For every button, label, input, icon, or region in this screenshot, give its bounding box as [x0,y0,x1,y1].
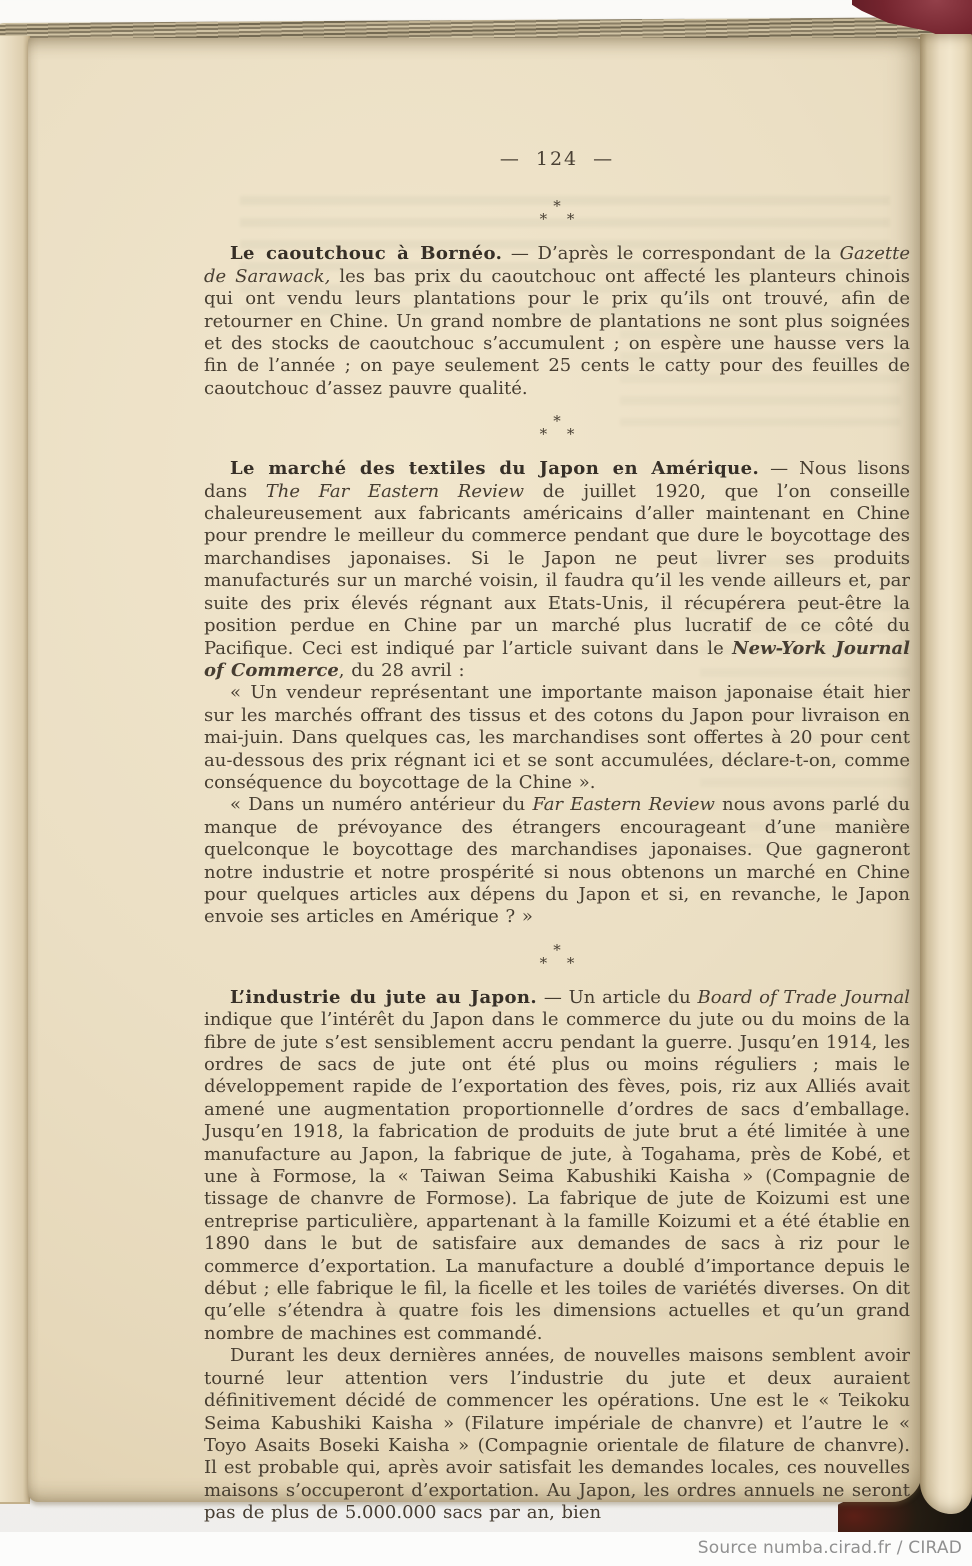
section-heading: Le caoutchouc à Bornéo. [230,243,503,265]
scanned-page [28,38,922,1524]
asterism-separator [204,197,910,229]
asterism-row: * * [539,210,575,229]
asterism-row: * [553,197,561,216]
paragraph: Durant les deux dernières années, de nouvelles maisons semblent avoir tourné leur attention vers l’industrie du jute et deux auraient définitivement décidé de commencer les opérations. Une est le « Teikoku Seima Kabushiki Kaisha » (Filature impériale de chanvre) et l’autre le « Toyo Asaits Boseki Kaisha » (Compagnie orientale de filature de chanvre). Il est probable qui, après avoir satisfait les demandes locales, ces nouvelles maisons s’occuperont d’exportation. Au Japon, les ordres annuels ne seront pas de plus de 5.000.000 sacs par an, bien [204,1345,910,1524]
journal-title: Far Eastern Review [532,794,715,816]
text-segment: nous avons parlé du manque de prévoyance des étrangers encourageant d’une manière quelconque le boycottage des marchandises japonaises. Que gagneront notre industrie et notre prospérité si nous obtenons un marché en Chine pour quelques articles aux dépens du Japon et si, en revanche, le Japon envoie ses articles en Amérique ? » [204,794,910,928]
journal-title: Gazette de Sarawack, [204,243,910,287]
text-segment: de juillet 1920, que l’on conseille chaleureusement aux fabricants américains d’aller maintenant en Chine pour prendre le meilleur du commerce pendant que dure le boycottage des marchandises japonaises. Si le Japon ne peut livrer ses produits manufacturés sur un marché voisin, il faudra qu’il les vende ailleurs et, par suite des prix élevés régnant aux Etats-Unis, il récupérera peut-être la position perdue en Chine par un marché plus lucratif de ce côté du Pacifique. Ceci est indiqué par l’article suivant dans le [204,480,910,659]
paragraph [204,987,910,1346]
page-number: — 124 — [499,148,615,170]
asterism-row: * * [539,953,575,972]
section-heading: L’industrie du jute au Japon. [230,986,538,1008]
text-segment: , du 28 avril : [338,659,465,681]
page-right-fold [920,34,972,1514]
text-segment: — D’après le correspondant de la [502,243,840,265]
paragraph [204,243,910,400]
paragraph [204,458,910,682]
journal-title: Board of Trade Journal [697,986,910,1008]
journal-title: The Far Eastern Review [265,480,524,502]
page-content [204,148,910,1525]
asterism-row: * * [539,425,575,444]
text-segment: — Un article du [537,986,698,1008]
asterism-separator [204,412,910,444]
section-heading: Le marché des textiles du Japon en Amérique. [230,458,760,480]
paragraph [204,794,910,928]
asterism-separator [204,940,910,972]
text-segment: les bas prix du caoutchouc ont affecté les planteurs chinois qui ont vendu leurs plantations pour le prix qu’ils ont trouvé, afin de retourner en Chine. Un grand nombre de plantations ne sont plus soignées et des stocks de caoutchouc s’accumulent ; on espère une hausse vers la fin de l’année ; on paye seulement 25 cents le catty pour des feuilles de caoutchouc d’assez pauvre qualité. [204,265,910,399]
asterism-row: * [553,940,561,959]
journal-title: New-York Journal of Commerce [204,637,910,681]
paragraph: « Un vendeur représentant une importante maison japonaise était hier sur les marchés offrant des tissus et des cotons du Japon pour livraison en mai-juin. Dans quelques cas, les marchandises sont offertes à 20 pour cent au-dessous des prix régnant ici et se sont accumulées, déclare-t-on, comme conséquence du boycottage de la Chine ». [204,682,910,793]
text-segment: indique que l’intérêt du Japon dans le commerce du jute ou du moins de la fibre de jute s’est sensiblement accru pendant la guerre. Jusqu’en 1914, les ordres de sacs de jute ont été plus ou moins réguliers ; mais le développement rapide de l’exportation des fèves, pois, riz aux Alliés avait amené une augmentation proportionnelle d’ordres de sacs d’emballage. Jusqu’en 1918, la fabrication de produits de jute brut a été limitée à une manufacture au Japon, la fabrique de jute, à Togahama, près de Kobé, et une à Formose, la « Taiwan Seima Kabushiki Kaisha » (Compagnie de tissage de chanvre de Formose). La fabrique de jute de Koizumi est une entreprise particulière, appartenant à la famille Koizumi et a été établie en 1890 dans le but de satisfaire aux demandes de sacs à riz pour le commerce d’exportation. La manufacture a doublé d’importance depuis le début ; elle fabrique le fil, la ficelle et les toiles de variétés diverses. On dit qu’elle s’étendra à quatre fois les dimensions actuelles et qu’un grand nombre de machines est commandé. [204,1009,910,1344]
text-segment: « Dans un numéro antérieur du [230,794,533,816]
page-stack-left-edge [0,36,30,1504]
asterism-row: * [553,412,561,431]
scan-bottom-margin [0,1532,972,1566]
text-segment: — Nous lisons dans [204,458,911,502]
scan-source-credit: Source numba.cirad.fr / CIRAD [697,1538,962,1558]
